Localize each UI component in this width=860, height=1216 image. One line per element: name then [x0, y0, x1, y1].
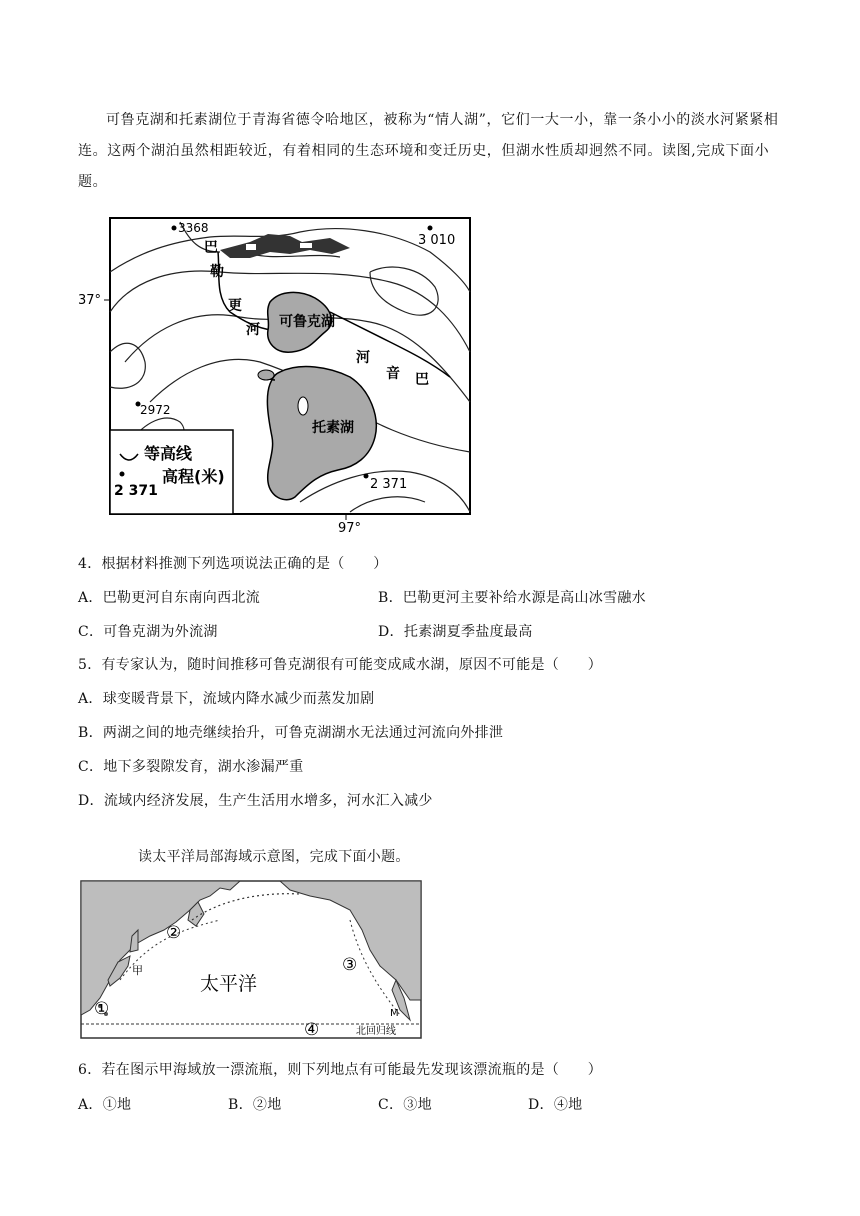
- question-5-option-b[interactable]: B．两湖之间的地壳继续抬升，可鲁克湖湖水无法通过河流向外排泄: [78, 725, 504, 741]
- lake-keluke-label: 可鲁克湖: [279, 314, 335, 330]
- question-4-stem: 4．根据材料推测下列选项说法正确的是（ ）: [78, 556, 388, 572]
- passage-2: 读太平洋局部海域示意图，完成下面小题。: [138, 849, 410, 865]
- question-5-option-a[interactable]: A．球变暖背景下，流域内降水减少而蒸发加剧: [78, 691, 375, 707]
- river-char-he: 河: [246, 322, 260, 338]
- question-5-stem: 5．有专家认为，随时间推移可鲁克湖很有可能变成咸水湖，原因不可能是（ ）: [78, 657, 603, 673]
- elev-3010: 3 010: [418, 233, 456, 248]
- river-char-le: 勒: [210, 264, 224, 280]
- question-6-stem: 6．若在图示甲海域放一漂流瓶，则下列地点有可能最先发现该漂流瓶的是（ ）: [78, 1062, 603, 1078]
- question-4-option-a[interactable]: A．巴勒更河自东南向西北流: [78, 590, 261, 606]
- point-1: ①: [94, 999, 110, 1019]
- river-char-geng: 更: [228, 298, 242, 314]
- lake-tuosu-label: 托素湖: [312, 420, 354, 436]
- ocean-label: 太平洋: [200, 973, 258, 995]
- elev-2972: 2972: [140, 403, 171, 417]
- jia-label: 甲: [132, 964, 143, 977]
- longitude-label: 97°: [338, 521, 362, 536]
- elev-3368: 3368: [178, 221, 209, 235]
- point-2: ②: [166, 923, 182, 943]
- river2-char-yin: 音: [386, 366, 400, 382]
- question-6-option-b[interactable]: B．②地: [228, 1097, 282, 1113]
- legend-contour: 等高线: [144, 444, 193, 463]
- pacific-map: [80, 880, 424, 1040]
- question-6-option-a[interactable]: A．①地: [78, 1097, 132, 1113]
- question-6-option-d[interactable]: D．④地: [528, 1097, 583, 1113]
- point-3: ③: [342, 955, 358, 975]
- tropic-label: 北回归线: [356, 1026, 396, 1037]
- point-4: ④: [304, 1020, 320, 1040]
- river2-char-ba: 巴: [415, 372, 429, 388]
- question-4-option-c[interactable]: C．可鲁克湖为外流湖: [78, 624, 218, 640]
- legend-elevation: 高程(米): [162, 467, 225, 486]
- elev-2371: 2 371: [370, 477, 408, 492]
- m-label: M: [390, 1008, 399, 1019]
- latitude-label: 37°: [78, 293, 102, 308]
- lake-map: [70, 212, 480, 538]
- question-5-option-d[interactable]: D．流域内经济发展，生产生活用水增多，河水汇入减少: [78, 793, 433, 809]
- passage-1: 可鲁克湖和托素湖位于青海省德令哈地区，被称为“情人湖”，它们一大一小，靠一条小小的淡水河紧紧相连。这两个湖泊虽然相距较近，有着相同的生态环境和变迁历史，但湖水性质却迥然不同。读图,完成下面小题。: [78, 112, 779, 190]
- river2-char-he: 河: [356, 350, 370, 366]
- question-6-option-c[interactable]: C．③地: [378, 1097, 432, 1113]
- question-4-option-b[interactable]: B．巴勒更河主要补给水源是高山冰雪融水: [378, 590, 646, 606]
- question-5-option-c[interactable]: C．地下多裂隙发育，湖水渗漏严重: [78, 759, 304, 775]
- legend-elev-sample: 2 371: [114, 483, 158, 499]
- question-4-option-d[interactable]: D．托素湖夏季盐度最高: [378, 624, 533, 640]
- river-char-ba: 巴: [204, 240, 218, 256]
